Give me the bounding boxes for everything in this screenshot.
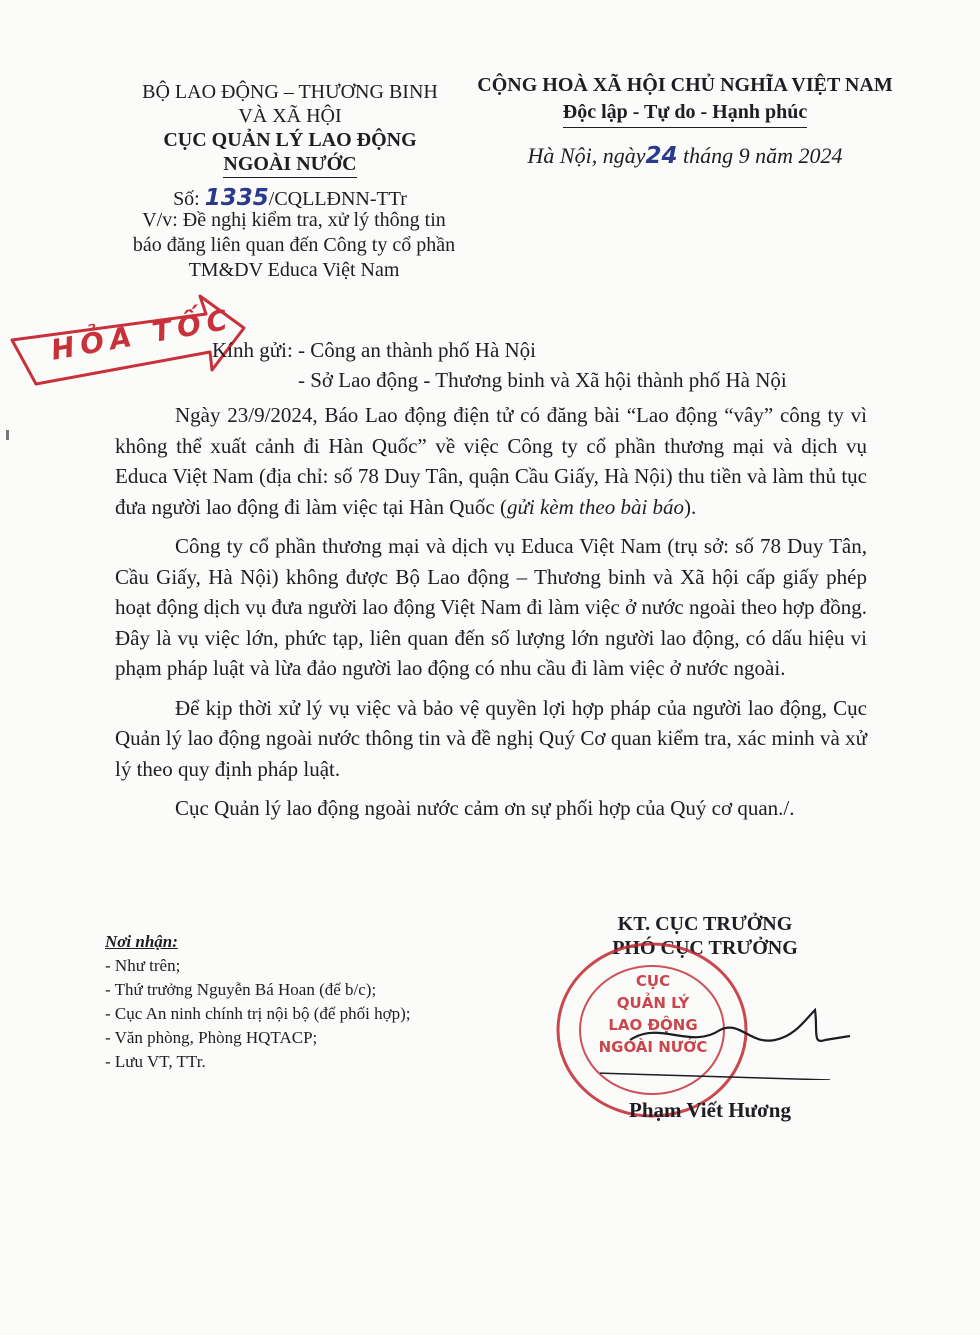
seal-line-4: NGOÀI NƯỚC [598, 1038, 708, 1056]
distribution-item: - Như trên; [105, 956, 181, 975]
subject-line-2: báo đăng liên quan đến Công ty cổ phần [132, 234, 456, 256]
ministry-line-2: VÀ XÃ HỘI [238, 105, 342, 127]
issue-date [470, 142, 900, 170]
number-suffix: /CQLLĐNN-TTr [268, 188, 407, 210]
department-line-1: CỤC QUẢN LÝ LAO ĐỘNG [163, 129, 417, 151]
seal-line-2: QUẢN LÝ [616, 994, 690, 1012]
paragraph-1-text: Ngày 23/9/2024, Báo Lao động điện tử có đăng bài “Lao động “vây” công ty vì không thể xuất cảnh đi Hàn Quốc” về việc Công ty cổ phần thương mại và dịch vụ Educa Việt Nam (địa chỉ: số 78 Duy Tân, quận Cầu Giấy, Hà Nội) thu tiền và làm thủ tục đưa người lao động đi làm việc tại Hàn Quốc ( [115, 403, 867, 519]
paragraph-3: Để kịp thời xử lý vụ việc và bảo vệ quyền lợi hợp pháp của người lao động, Cục Quản lý lao động ngoài nước thông tin và đề nghị Quý Cơ quan kiểm tra, xác minh và xử lý theo quy định pháp luật. [115, 695, 867, 781]
paragraph-1-end: ). [684, 494, 697, 519]
distribution-item: - Lưu VT, TTr. [105, 1052, 206, 1071]
subject-line-3: TM&DV Educa Việt Nam [188, 259, 400, 281]
handwritten-day: 24 [645, 143, 678, 169]
recipient-1: Kính gửi: - Công an thành phố Hà Nội [212, 338, 537, 362]
seal-line-3: LAO ĐỘNG [608, 1016, 698, 1034]
recipients-block [212, 335, 787, 395]
signer-name: Phạm Viết Hương [629, 1098, 791, 1122]
scan-mark [6, 430, 9, 440]
handwritten-signature-icon [600, 1000, 860, 1080]
signature-line-2: PHÓ CỤC TRƯỞNG [612, 937, 798, 959]
paragraph-4: Cục Quản lý lao động ngoài nước cảm ơn sự phối hợp của Quý cơ quan./. [175, 796, 795, 820]
date-suffix: tháng 9 năm 2024 [682, 143, 843, 168]
subject-line-1: V/v: Đề nghị kiểm tra, xử lý thông tin [142, 209, 446, 231]
handwritten-number: 1335 [204, 185, 269, 211]
seal-line-1: CỤC [635, 972, 671, 990]
letter-body [115, 400, 867, 833]
national-motto: Độc lập - Tự do - Hạnh phúc [563, 99, 807, 128]
nation-title: CỘNG HOÀ XÃ HỘI CHỦ NGHĨA VIỆT NAM [477, 74, 893, 96]
distribution-item: - Văn phòng, Phòng HQTACP; [105, 1028, 318, 1047]
national-header [470, 72, 900, 170]
number-prefix: Số: [173, 188, 200, 210]
department-line-2: NGOÀI NƯỚC [223, 152, 356, 178]
paragraph-2: Công ty cổ phần thương mại và dịch vụ Educa Việt Nam (trụ sở: số 78 Duy Tân, Cầu Giấy, Hà Nội) không được Bộ Lao động – Thương binh và Xã hội cấp giấy phép hoạt động dịch vụ đưa người lao động Việt Nam đi làm việc ở nước ngoài theo hợp đồng. Đây là vụ việc lớn, phức tạp, liên quan đến số lượng lớn người lao động, có dấu hiệu vi phạm pháp luật và lừa đảo người lao động có nhu cầu đi làm việc ở nước ngoài. [115, 534, 867, 680]
distribution-item: - Cục An ninh chính trị nội bộ (để phối hợp); [105, 1004, 411, 1023]
date-prefix: Hà Nội, ngày [527, 143, 646, 168]
paragraph-1 [115, 400, 867, 522]
signature-line-1: KT. CỤC TRƯỞNG [617, 913, 793, 935]
issuing-agency-header [110, 80, 470, 211]
distribution-title: Nơi nhận: [105, 932, 178, 951]
ministry-line-1: BỘ LAO ĐỘNG – THƯƠNG BINH [142, 81, 438, 103]
paragraph-1-italic: gửi kèm theo bài báo [506, 494, 685, 519]
distribution-item: - Thứ trưởng Nguyễn Bá Hoan (để b/c); [105, 980, 377, 999]
recipient-2: - Sở Lao động - Thương binh và Xã hội thành phố Hà Nội [298, 368, 787, 392]
distribution-list [105, 930, 411, 1074]
urgent-stamp-label: HỎA TỐC [48, 302, 236, 367]
subject-block [110, 208, 478, 283]
